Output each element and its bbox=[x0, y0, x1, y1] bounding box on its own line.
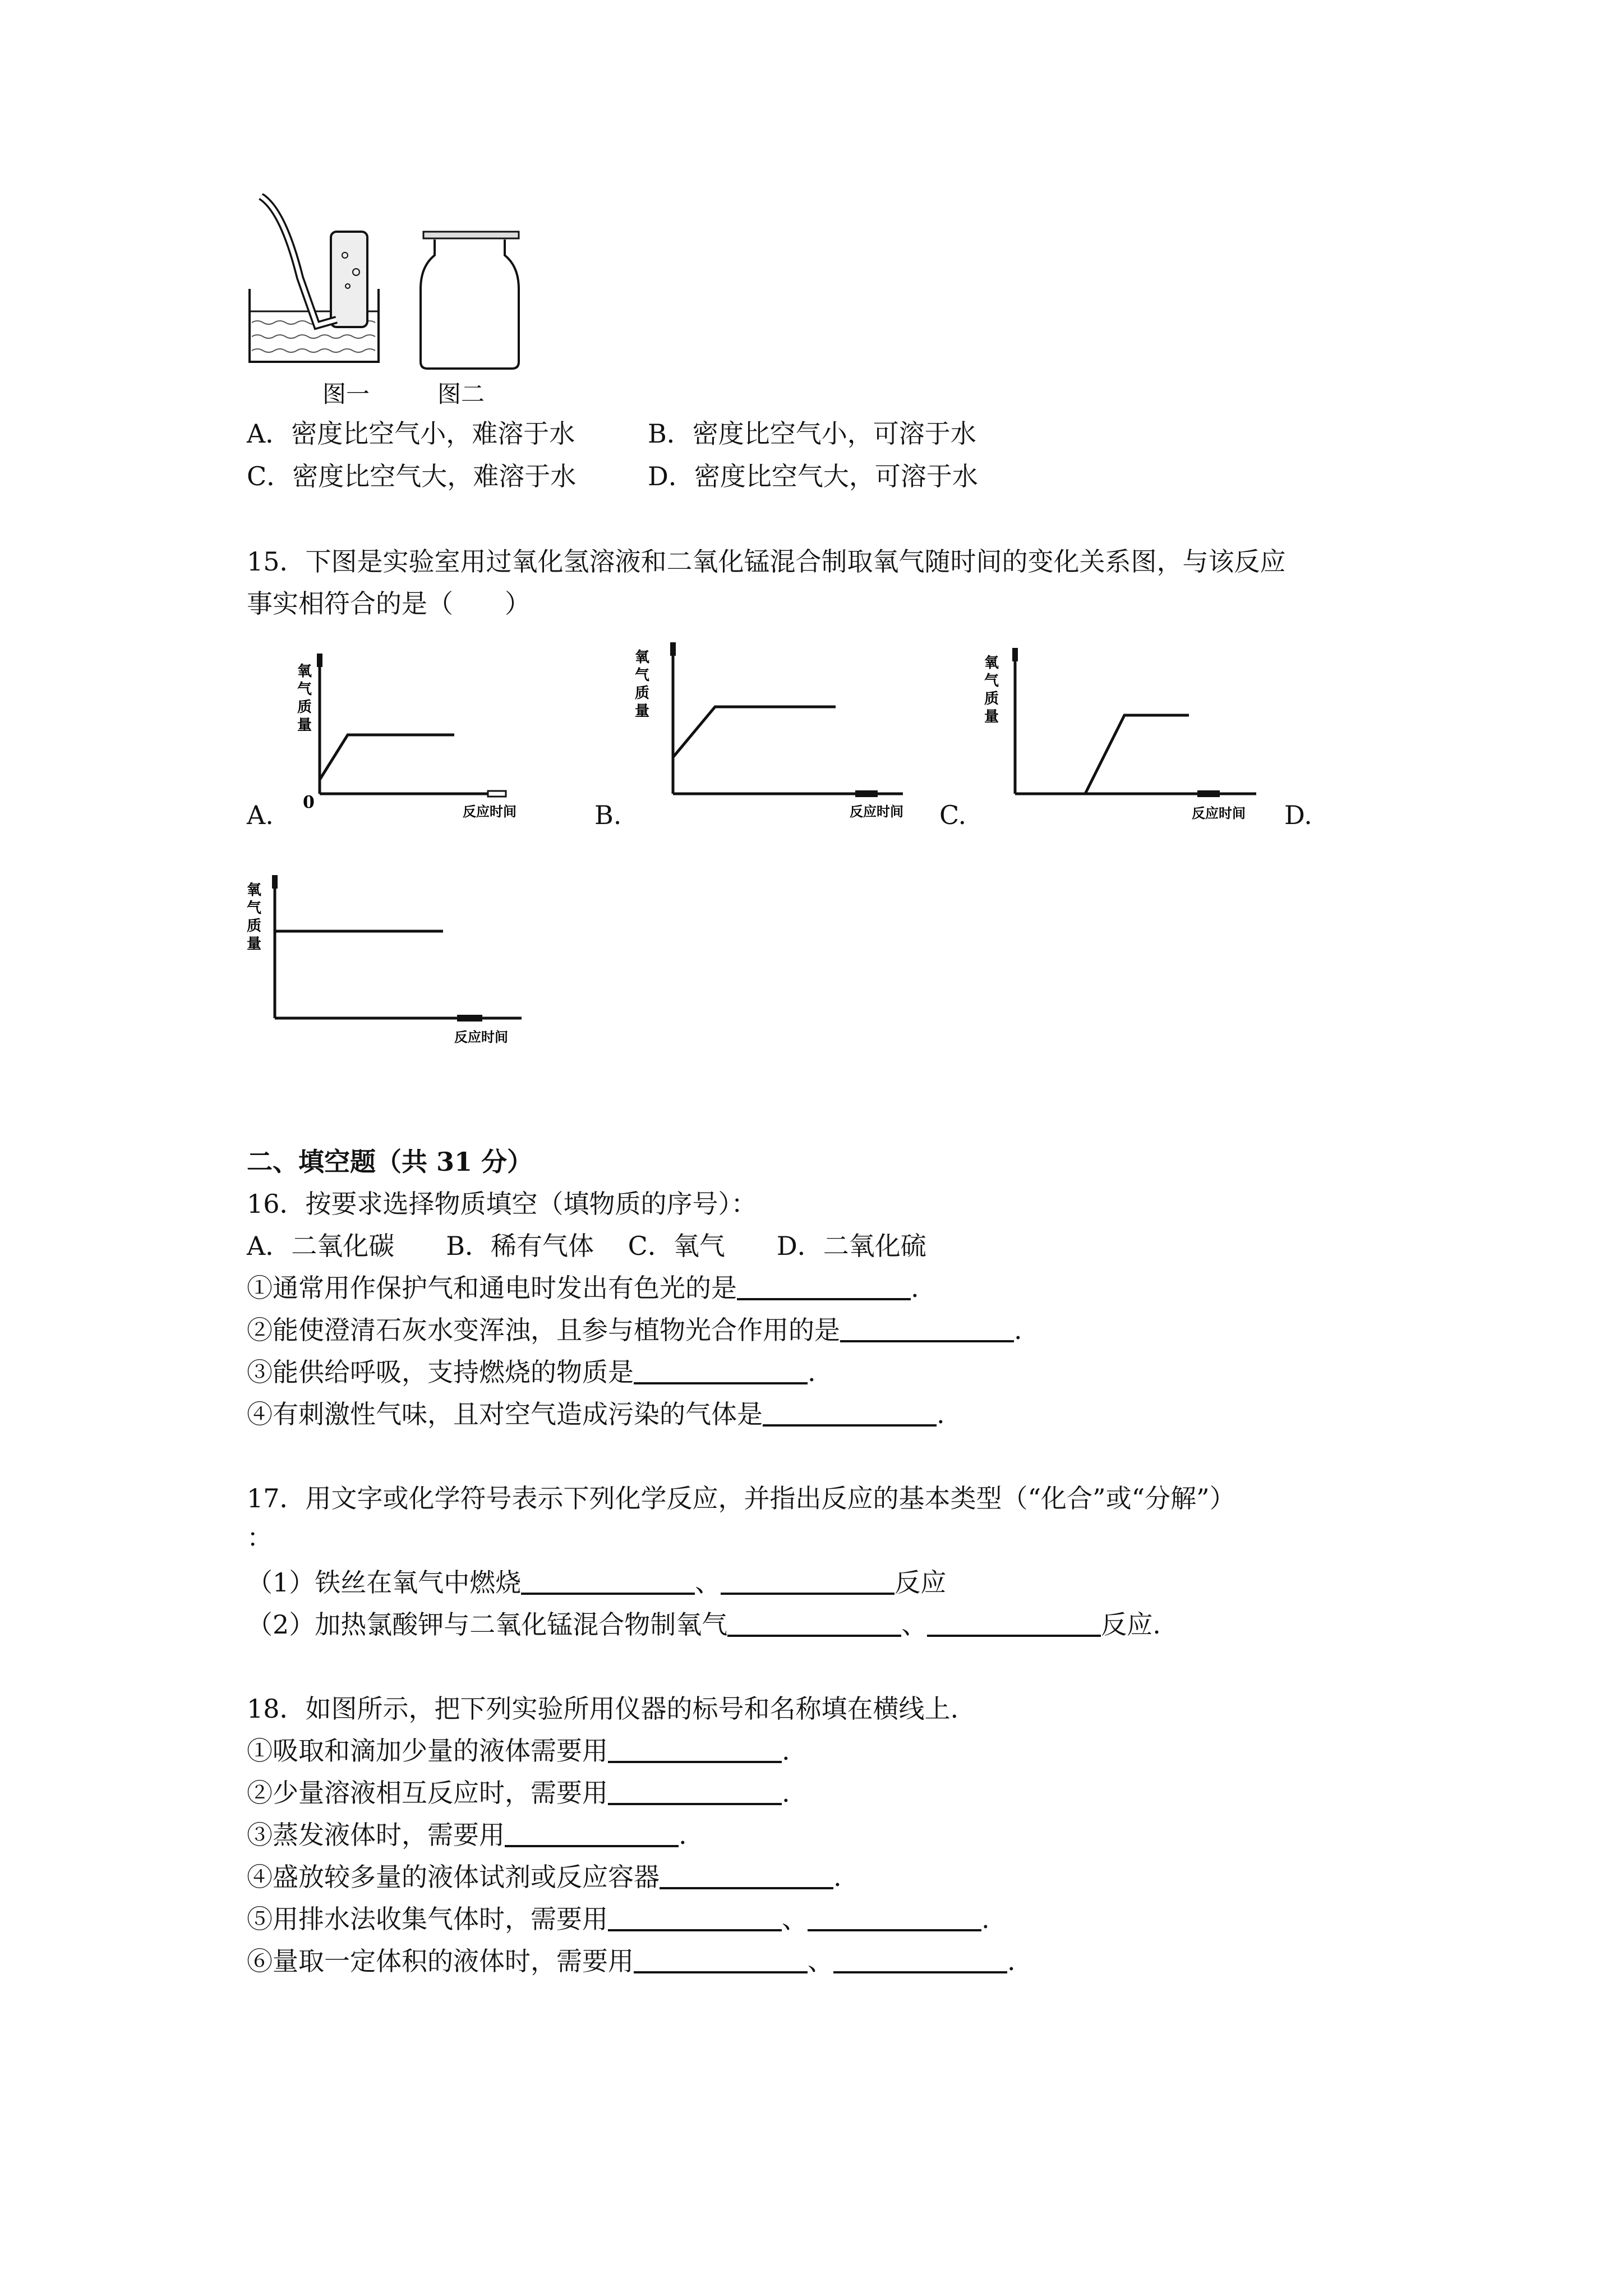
q16-item-1 bbox=[247, 1271, 919, 1305]
q17-stem: 17．用文字或化学符号表示下列化学反应，并指出反应的基本类型（“化合”或“分解”） bbox=[247, 1483, 1235, 1513]
separator: 、 bbox=[808, 1946, 833, 1976]
fig-label-1: 图一 bbox=[322, 380, 370, 407]
q18-item-1 bbox=[247, 1733, 790, 1768]
q15-label-d: D. bbox=[1284, 800, 1312, 830]
period: . bbox=[981, 1904, 990, 1934]
q16-stem: 16．按要求选择物质填空（填物质的序号）： bbox=[247, 1189, 757, 1219]
period: . bbox=[911, 1273, 919, 1303]
answer-blank[interactable] bbox=[927, 1608, 1101, 1637]
q14-apparatus-figure bbox=[238, 194, 530, 407]
q14-option-b: B．密度比空气小，可溶于水 bbox=[648, 418, 976, 449]
q15-graph-c bbox=[976, 639, 1267, 830]
y-label-4: 量 bbox=[247, 936, 262, 953]
q18-item-2-text: ②少量溶液相互反应时，需要用 bbox=[247, 1778, 608, 1808]
period: . bbox=[679, 1820, 687, 1850]
q16-item-3 bbox=[247, 1355, 816, 1389]
q18-item-3 bbox=[247, 1818, 687, 1852]
x-axis-label: 反应时间 bbox=[850, 803, 903, 820]
tail-text: 反应 bbox=[895, 1567, 947, 1598]
answer-blank[interactable] bbox=[521, 1566, 695, 1595]
y-label-4: 量 bbox=[984, 708, 999, 725]
q17-item-2-text: （2）加热氯酸钾与二氧化锰混合物制氧气 bbox=[247, 1609, 728, 1640]
period: . bbox=[1007, 1946, 1016, 1976]
y-label-1: 氧 bbox=[247, 882, 262, 899]
q18-item-4 bbox=[247, 1860, 842, 1894]
section-title: 二、填空题（共 31 分） bbox=[247, 1147, 533, 1177]
x-axis-label: 反应时间 bbox=[454, 1029, 508, 1045]
q16-item-3-text: ③能供给呼吸，支持燃烧的物质是 bbox=[247, 1357, 634, 1387]
q18-item-2 bbox=[247, 1775, 790, 1810]
answer-blank[interactable] bbox=[608, 1734, 782, 1763]
q16-item-2-text: ②能使澄清石灰水变浑浊，且参与植物光合作用的是 bbox=[247, 1315, 840, 1345]
y-label-4: 量 bbox=[297, 717, 312, 734]
y-label-2: 气 bbox=[297, 681, 312, 698]
q14-option-d: D．密度比空气大，可溶于水 bbox=[648, 461, 978, 491]
q15-stem-line2: 事实相符合的是（ ） bbox=[247, 588, 531, 619]
separator: 、 bbox=[695, 1567, 721, 1598]
x-axis-label: 反应时间 bbox=[1192, 805, 1246, 821]
q17-item-1-text: （1）铁丝在氧气中燃烧 bbox=[247, 1567, 522, 1598]
q15-label-c: C. bbox=[939, 800, 967, 830]
answer-blank[interactable] bbox=[634, 1944, 808, 1973]
period: . bbox=[782, 1736, 790, 1766]
origin-label: 0 bbox=[303, 793, 315, 812]
q18-item-6-text: ⑥量取一定体积的液体时，需要用 bbox=[247, 1946, 634, 1976]
y-label-2: 气 bbox=[635, 667, 650, 684]
y-label-1: 氧 bbox=[297, 663, 312, 680]
y-label-4: 量 bbox=[635, 703, 650, 720]
y-label-3: 质 bbox=[984, 691, 999, 707]
answer-blank[interactable] bbox=[660, 1860, 833, 1889]
q18-item-5-text: ⑤用排水法收集气体时，需要用 bbox=[247, 1904, 608, 1934]
q15-graph-d bbox=[241, 867, 533, 1057]
separator: 、 bbox=[901, 1609, 928, 1640]
answer-blank[interactable] bbox=[727, 1608, 901, 1637]
answer-blank[interactable] bbox=[608, 1902, 782, 1931]
period: . bbox=[1014, 1315, 1022, 1345]
period: . bbox=[808, 1357, 816, 1387]
q15-label-b: B. bbox=[594, 800, 622, 830]
answer-blank[interactable] bbox=[833, 1944, 1007, 1973]
q18-item-4-text: ④盛放较多量的液体试剂或反应容器 bbox=[247, 1862, 660, 1892]
q18-item-6 bbox=[247, 1944, 1016, 1978]
period: . bbox=[782, 1778, 790, 1808]
answer-blank[interactable] bbox=[840, 1313, 1014, 1342]
q18-item-1-text: ①吸取和滴加少量的液体需要用 bbox=[247, 1736, 608, 1766]
q17-item-1 bbox=[247, 1565, 946, 1600]
answer-blank[interactable] bbox=[808, 1902, 981, 1931]
q16-item-2 bbox=[247, 1313, 1022, 1347]
separator: 、 bbox=[782, 1904, 808, 1934]
q18-stem: 18．如图所示，把下列实验所用仪器的标号和名称填在横线上. bbox=[247, 1694, 959, 1724]
y-label-1: 氧 bbox=[984, 655, 999, 671]
q15-graph-a bbox=[264, 645, 522, 830]
q16-options: A．二氧化碳 B．稀有气体 C．氧气 D．二氧化硫 bbox=[247, 1231, 926, 1261]
y-label-1: 氧 bbox=[635, 649, 650, 666]
q15-stem-line1: 15．下图是实验室用过氧化氢溶液和二氧化锰混合制取氧气随时间的变化关系图，与该反应 bbox=[247, 546, 1286, 577]
answer-blank[interactable] bbox=[608, 1776, 782, 1805]
y-label-3: 质 bbox=[635, 685, 650, 702]
y-label-3: 质 bbox=[247, 918, 262, 935]
answer-blank[interactable] bbox=[763, 1397, 937, 1427]
answer-blank[interactable] bbox=[737, 1271, 911, 1300]
q14-option-c: C．密度比空气大，难溶于水 bbox=[247, 461, 577, 491]
y-label-2: 气 bbox=[984, 673, 999, 689]
q14-option-a: A．密度比空气小，难溶于水 bbox=[247, 418, 575, 449]
answer-blank[interactable] bbox=[634, 1355, 808, 1384]
q18-item-3-text: ③蒸发液体时，需要用 bbox=[247, 1820, 505, 1850]
q16-item-4-text: ④有刺激性气味，且对空气造成污染的气体是 bbox=[247, 1399, 763, 1429]
x-axis-label: 反应时间 bbox=[463, 803, 517, 820]
q16-item-1-text: ①通常用作保护气和通电时发出有色光的是 bbox=[247, 1273, 737, 1303]
period: . bbox=[833, 1862, 842, 1892]
q16-item-4 bbox=[247, 1397, 945, 1432]
answer-blank[interactable] bbox=[505, 1818, 679, 1847]
tail-text: 反应. bbox=[1101, 1609, 1161, 1640]
y-label-3: 质 bbox=[297, 699, 312, 716]
q15-graph-b bbox=[623, 634, 914, 830]
q18-item-5 bbox=[247, 1902, 990, 1936]
q17-stem-cont: ： bbox=[247, 1522, 273, 1553]
q17-item-2 bbox=[247, 1607, 1161, 1642]
fig-label-2: 图二 bbox=[437, 380, 485, 407]
q15-label-a: A. bbox=[247, 800, 274, 830]
period: . bbox=[937, 1399, 945, 1429]
answer-blank[interactable] bbox=[721, 1566, 895, 1595]
y-label-2: 气 bbox=[247, 900, 262, 917]
